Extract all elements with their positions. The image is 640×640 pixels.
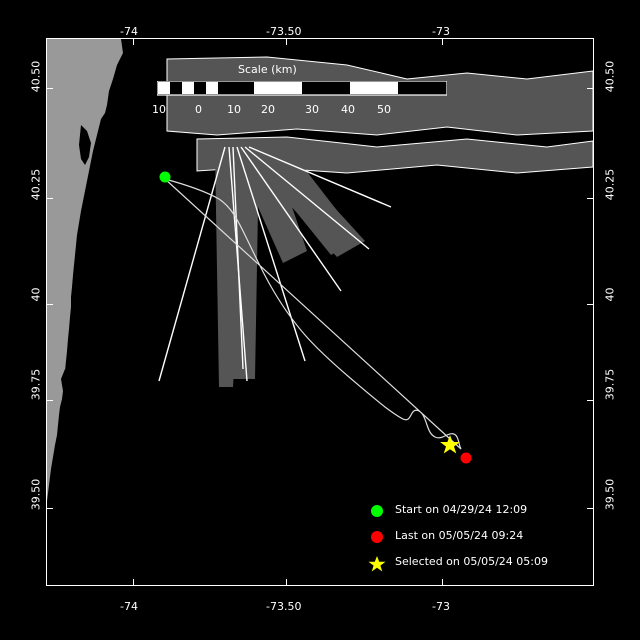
- y-tick-right-4: 39.50: [603, 478, 617, 511]
- y-tick-left-1: 40.25: [29, 168, 43, 201]
- scale-bar: [157, 81, 447, 97]
- legend-entry-start: [367, 503, 587, 519]
- tick-bottom-2: [442, 579, 443, 586]
- legend-entry-selected: [367, 555, 594, 571]
- scale-label-2: 10: [227, 103, 241, 116]
- tick-right-1: [587, 198, 594, 199]
- y-tick-right-1: 40.25: [603, 168, 617, 201]
- tick-right-4: [587, 508, 594, 509]
- legend-last-icon: [367, 530, 387, 544]
- tick-left-2: [46, 304, 53, 305]
- last-point-marker[interactable]: [461, 453, 472, 464]
- y-tick-left-0: 40.50: [29, 60, 43, 93]
- legend-start-label: Start on 04/29/24 12:09: [395, 503, 528, 516]
- legend-entry-last: [367, 529, 587, 545]
- x-tick-top-1: -73.50: [266, 25, 302, 38]
- map-plot-area[interactable]: [46, 38, 594, 586]
- y-tick-left-4: 39.50: [29, 478, 43, 511]
- tick-left-4: [46, 508, 53, 509]
- y-tick-right-0: 40.50: [603, 60, 617, 93]
- x-tick-bottom-1: -73.50: [266, 600, 302, 613]
- x-tick-bottom-2: -73: [432, 600, 450, 613]
- land-polygon: [47, 39, 123, 501]
- scale-label-0: 10: [152, 103, 166, 116]
- scale-label-4: 30: [305, 103, 319, 116]
- scale-label-3: 20: [261, 103, 275, 116]
- scale-label-5: 40: [341, 103, 355, 116]
- scale-label-1: 0: [195, 103, 202, 116]
- legend-start-icon: [367, 504, 387, 518]
- tick-bottom-0: [133, 579, 134, 586]
- tick-top-2: [442, 38, 443, 45]
- y-tick-left-3: 39.75: [29, 368, 43, 401]
- tick-right-2: [587, 304, 594, 305]
- legend-last-label: Last on 05/05/24 09:24: [395, 529, 524, 542]
- y-tick-right-3: 39.75: [603, 368, 617, 401]
- start-point-marker[interactable]: [160, 172, 171, 183]
- y-tick-right-2: 40: [603, 287, 617, 302]
- tick-left-0: [46, 88, 53, 89]
- tick-top-1: [286, 38, 287, 45]
- scale-bar-title: Scale (km): [238, 63, 297, 76]
- tick-left-3: [46, 400, 53, 401]
- legend-selected-label: Selected on 05/05/24 05:09: [395, 555, 548, 568]
- tick-right-3: [587, 400, 594, 401]
- x-tick-top-0: -74: [120, 25, 138, 38]
- x-tick-bottom-0: -74: [120, 600, 138, 613]
- tick-bottom-1: [286, 579, 287, 586]
- legend-selected-star-icon: [367, 556, 387, 572]
- scale-label-6: 50: [377, 103, 391, 116]
- tick-left-1: [46, 198, 53, 199]
- y-tick-left-2: 40: [29, 287, 43, 302]
- x-tick-top-2: -73: [432, 25, 450, 38]
- tick-top-0: [133, 38, 134, 45]
- tick-right-0: [587, 88, 594, 89]
